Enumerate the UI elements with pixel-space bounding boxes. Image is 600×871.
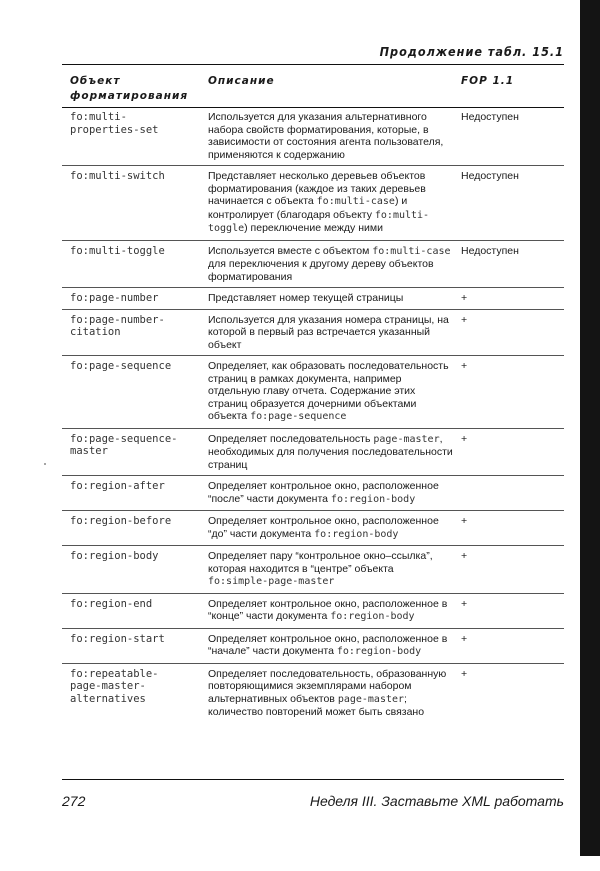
fop-support-cell: + (461, 292, 468, 304)
fop-support-cell: Недоступен (461, 244, 519, 257)
object-name-cell: fo:page-sequence (70, 360, 172, 372)
description-cell: Определяет контрольное окно, расположенное в “начале” части документа fo:region-body (208, 632, 448, 657)
table-top-rule (62, 64, 564, 65)
fop-support-cell: + (461, 360, 468, 372)
object-name-cell: fo:page-sequence- master (70, 432, 178, 457)
continuation-label: Продолжение табл. 15.1 (379, 44, 564, 59)
table-row (62, 355, 564, 428)
description-cell: Представляет несколько деревьев объектов форматирования (каждое из таких деревьев начинается с объекта fo:multi-case) и контролирует (благодаря объекту fo:multi-toggle) переключение между ними (208, 170, 430, 234)
description-cell: Определяет контрольное окно, расположенное “после” части документа fo:region-body (208, 480, 439, 505)
object-name-cell: fo:region-after (70, 480, 165, 492)
object-name-cell: fo:repeatable- page-master- alternatives (70, 667, 159, 705)
description-cell: Используется для указания альтернативного набора свойств форматирования, которые, в зависимости от состояния агента пользователя, применяются к содержанию (208, 111, 444, 161)
table-row (62, 287, 564, 309)
table-row (62, 475, 564, 510)
fop-support-cell: + (461, 515, 468, 527)
description-cell: Определяет, как образовать последовательность страниц в рамках документа, например отдельную главу отчета. Содержание этих страниц образуется дочерними объектами объекта fo:page-sequence (208, 360, 449, 422)
table-row (62, 240, 564, 288)
table-row (62, 663, 564, 723)
object-name-cell: fo:page-number- citation (70, 313, 165, 338)
page-edge-bar (580, 0, 600, 856)
description-cell: Определяет контрольное окно, расположенное в “конце” части документа fo:region-body (208, 597, 448, 622)
object-name-cell: fo:region-before (70, 515, 172, 527)
table-row (62, 165, 564, 240)
fop-support-cell: + (461, 432, 468, 445)
fop-support-cell: + (461, 313, 468, 326)
fop-support-cell: + (461, 597, 468, 610)
table-row (62, 593, 564, 628)
description-cell: Определяет последовательность page-master, необходимых для получения последовательности страниц (208, 432, 453, 471)
header-rule (62, 107, 564, 108)
fop-support-cell: + (461, 550, 468, 562)
fop-support-cell (461, 480, 564, 506)
fop-support-cell: + (461, 632, 468, 645)
table-row (62, 510, 564, 545)
object-name-cell: fo:region-body (70, 550, 159, 562)
description-cell: Определяет пару “контрольное окно–ссылка”, которая находится в “центре” объекта fo:simple-page-master (208, 550, 433, 587)
fop-support-cell: + (461, 667, 468, 680)
description-cell: Используется для указания номера страницы, на которой в первый раз встречается указанный объект (208, 313, 449, 351)
fop-support-cell: Недоступен (461, 111, 519, 123)
description-cell: Используется вместе с объектом fo:multi-case для переключения к другому дереву объектов форматирования (208, 244, 451, 283)
table-row (62, 545, 564, 593)
object-name-cell: fo:multi- properties-set (70, 111, 159, 136)
column-header-object: Объект форматирования (70, 75, 189, 102)
table-row (62, 628, 564, 663)
object-name-cell: fo:multi-switch (70, 170, 165, 182)
object-name-cell: fo:page-number (70, 292, 159, 304)
column-header-fop: FOP 1.1 (461, 75, 515, 87)
table-bottom-rule (62, 779, 564, 780)
object-name-cell: fo:region-start (70, 632, 165, 645)
table-row (62, 428, 564, 476)
description-cell: Определяет контрольное окно, расположенное “до” части документа fo:region-body (208, 515, 439, 540)
page-number: 272 (62, 793, 86, 809)
table-row (62, 309, 564, 356)
table-row (62, 111, 564, 165)
running-footer-title: Неделя III. Заставьте XML работать (309, 793, 564, 809)
fop-support-cell: Недоступен (461, 170, 519, 182)
speck (44, 463, 46, 465)
description-cell: Определяет последовательность, образованную повторяющимися экземплярами набором альтернативных объектов page-master; количество повторений может быть связано (208, 667, 447, 718)
object-name-cell: fo:region-end (70, 597, 153, 610)
object-name-cell: fo:multi-toggle (70, 244, 165, 257)
column-header-description: Описание (208, 75, 275, 87)
formatting-objects-table (62, 111, 564, 723)
description-cell: Представляет номер текущей страницы (208, 292, 404, 304)
